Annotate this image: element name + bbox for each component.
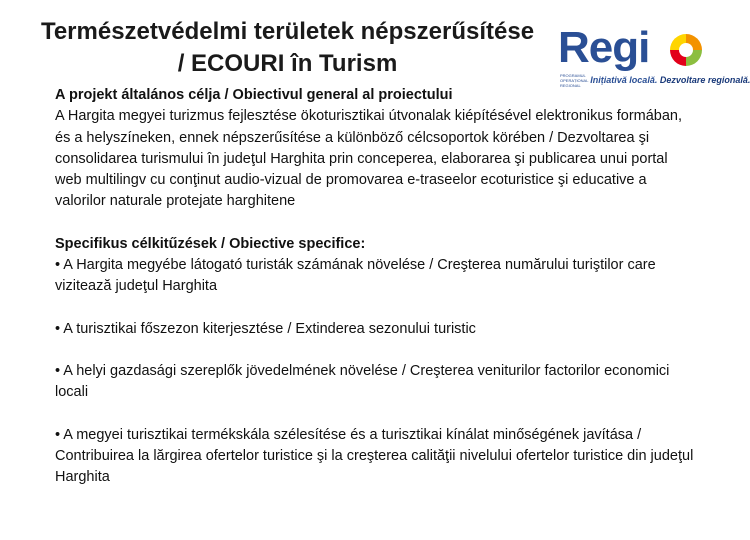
logo-slogan <box>590 75 750 85</box>
logo-word: Regi <box>558 23 650 72</box>
flower-icon <box>668 32 704 68</box>
specific-objectives-heading: Specifikus célkitűzések / Obiective specifice: <box>55 235 366 252</box>
specific-objective-item: • A Hargita megyébe látogató turisták számának növelése / Creşterea numărului turiştilor care vizitează judeţul Harghita <box>55 257 656 295</box>
title-line-2: / ECOURI în Turism <box>177 50 398 77</box>
title-line-1: Természetvédelmi területek népszerűsítése <box>40 18 535 45</box>
general-objective-text: A Hargita megyei turizmus fejlesztése ökoturisztikai útvonalak kiépítésével elektronikus formában, és a helyszíneken, ennek népszerűsítése a különböző célcsoportok körében / Dezvoltarea şi consolidarea turismului în judeţul Harghita prin conceperea, elaborarea şi publicarea unui portal web multilingv cu conţinut audio-vizual de promovarea e-traseelor ecoturistice şi educative a valorilor naturale protejate harghitene <box>55 108 683 210</box>
logo-program: PROGRAMUL OPERAȚIONAL REGIONAL <box>560 72 589 88</box>
slogan-part-2: Dezvoltare regională. <box>659 75 750 85</box>
slide-body <box>55 85 695 488</box>
slogan-part-1: Inițiativă locală. <box>590 75 658 85</box>
slide-title <box>20 16 555 80</box>
specific-objective-item: • A turisztikai főszezon kiterjesztése / Extinderea sezonului turistic <box>55 320 476 337</box>
specific-objective-item: • A megyei turisztikai termékskála szélesítése és a turisztikai kínálat minőségének javítása / Contribuirea la lărgirea ofertelor turistice şi la creşterea calităţii nivelului ofertelor turistice din judeţul Harghita <box>55 426 694 486</box>
regio-logo <box>548 20 750 92</box>
specific-objective-item: • A helyi gazdasági szereplők jövedelmének növelése / Creşterea veniturilor factorilor economici locali <box>55 362 670 401</box>
general-objective-heading: A projekt általános célja / Obiectivul general al proiectului <box>55 87 453 103</box>
